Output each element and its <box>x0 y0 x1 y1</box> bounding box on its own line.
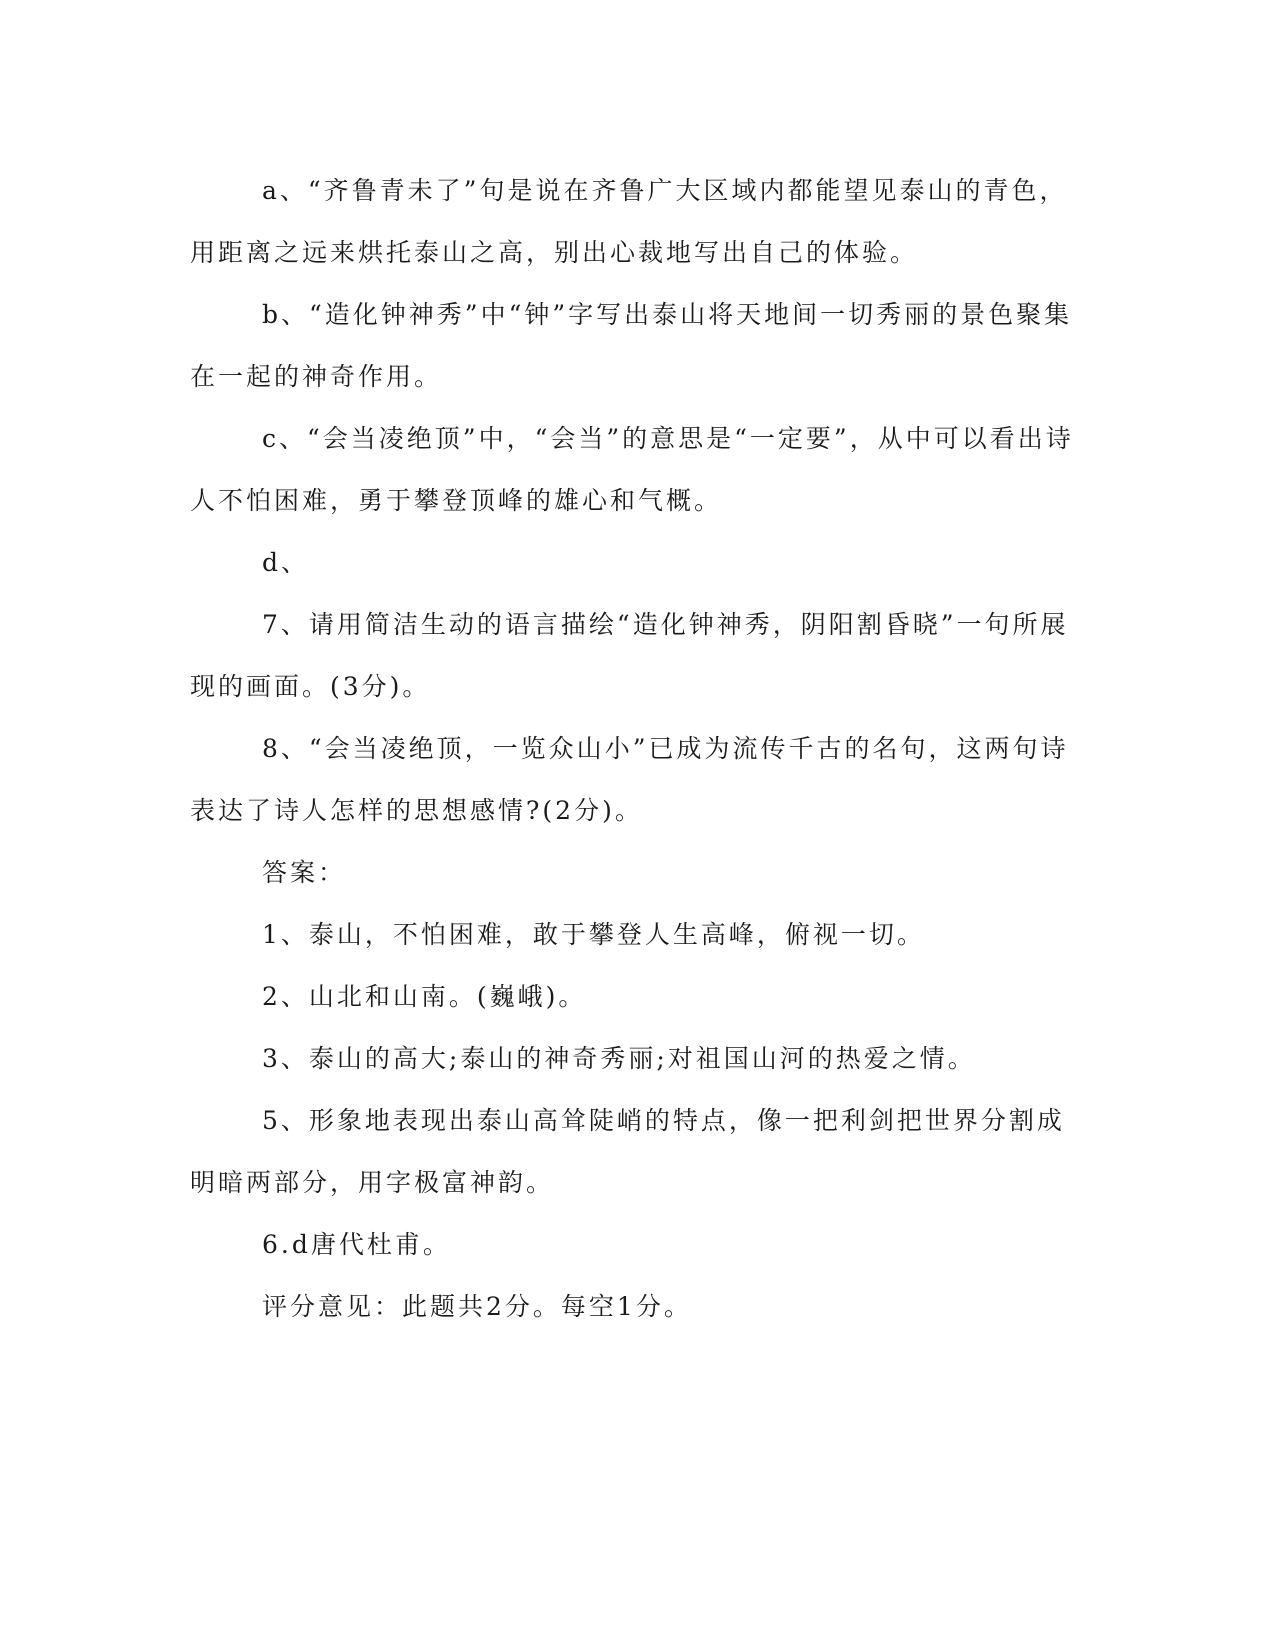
scoring-note: 评分意见：此题共2分。每空1分。 <box>262 1292 692 1321</box>
answer-6: 6.d唐代杜甫。 <box>262 1230 451 1259</box>
answer-3: 3、泰山的高大;泰山的神奇秀丽;对祖国山河的热爱之情。 <box>262 1044 976 1073</box>
question-8: 8、“会当凌绝顶，一览众山小”已成为流传千古的名句，这两句诗表达了诗人怎样的思想感情?(2分)。 <box>190 734 1069 825</box>
paragraph-a: a、“齐鲁青未了”句是说在齐鲁广大区域内都能望见泰山的青色，用距离之远来烘托泰山之高，别出心裁地写出自己的体验。 <box>190 176 1068 267</box>
paragraph-d: d、 <box>262 548 310 577</box>
answer-1: 1、泰山，不怕困难，敢于攀登人生高峰，俯视一切。 <box>262 920 925 949</box>
answer-5: 5、形象地表现出泰山高耸陡峭的特点，像一把利剑把世界分割成明暗两部分，用字极富神韵。 <box>190 1106 1065 1197</box>
paragraph-c: c、“会当凌绝顶”中，“会当”的意思是“一定要”，从中可以看出诗人不怕困难，勇于攀登顶峰的雄心和气概。 <box>190 424 1074 515</box>
paragraph-b: b、“造化钟神秀”中“钟”字写出泰山将天地间一切秀丽的景色聚集在一起的神奇作用。 <box>190 300 1073 391</box>
question-7: 7、请用简洁生动的语言描绘“造化钟神秀，阴阳割昏晓”一句所展现的画面。(3分)。 <box>190 610 1069 701</box>
answers-heading: 答案： <box>262 858 347 887</box>
document-body <box>190 160 1090 1338</box>
answer-2: 2、山北和山南。(巍峨)。 <box>262 982 587 1011</box>
